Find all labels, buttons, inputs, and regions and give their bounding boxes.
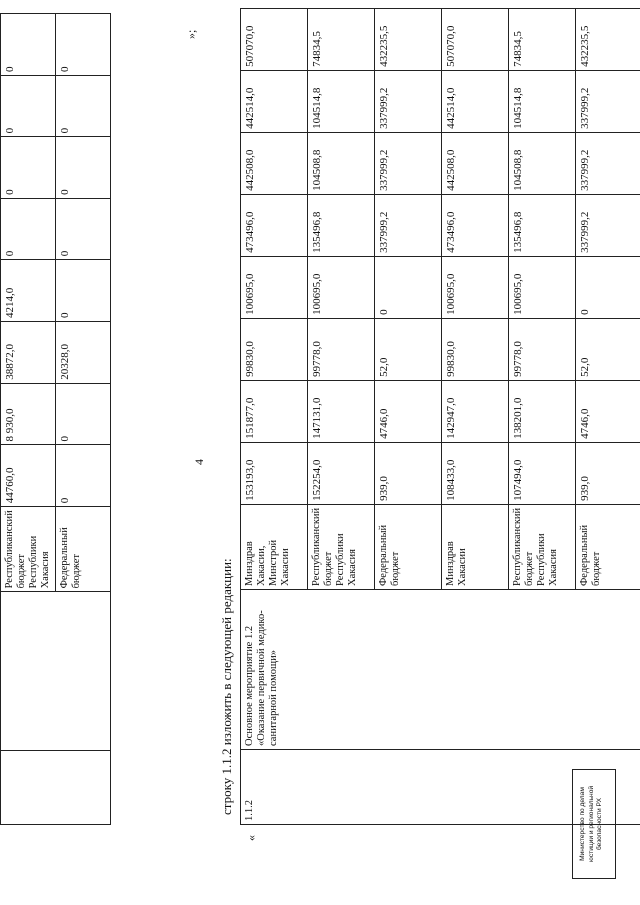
value-cell: 153193,0 xyxy=(241,442,308,504)
value-cell: 442508,0 xyxy=(442,132,509,194)
value-cell: 74834,5 xyxy=(509,8,576,70)
closing-quote: »; xyxy=(184,29,198,39)
value-cell: 337999,2 xyxy=(576,70,640,132)
funding-label: Республиканский бюджет Республики Хакасия xyxy=(509,504,576,589)
value-cell: 20328,0 xyxy=(56,322,111,384)
funding-label: Федеральный бюджет xyxy=(56,507,111,592)
value-cell: 432235,5 xyxy=(375,8,442,70)
funding-label: Федеральный бюджет xyxy=(375,504,442,589)
value-cell: 337999,2 xyxy=(576,194,640,256)
value-cell: 100695,0 xyxy=(442,256,509,318)
value-cell: 0 xyxy=(576,256,640,318)
stamp-line: Министерство по делам xyxy=(579,787,586,861)
value-cell: 0 xyxy=(1,75,56,136)
main-table xyxy=(240,8,640,825)
value-cell: 0 xyxy=(1,14,56,75)
value-cell: 44760,0 xyxy=(1,445,56,507)
value-cell: 473496,0 xyxy=(241,194,308,256)
value-cell: 104508,8 xyxy=(509,132,576,194)
measure-name: Основное мероприятие 1.2 «Оказание первичной медико-санитарной помощи» xyxy=(241,590,640,750)
table-row xyxy=(241,8,308,824)
value-cell: 108433,0 xyxy=(442,442,509,504)
value-cell: 100695,0 xyxy=(509,256,576,318)
value-cell: 151877,0 xyxy=(241,380,308,442)
value-cell: 473496,0 xyxy=(442,194,509,256)
value-cell: 99830,0 xyxy=(241,318,308,380)
funding-label: Федеральный бюджет xyxy=(576,504,640,589)
value-cell: 100695,0 xyxy=(241,256,308,318)
value-cell: 939,0 xyxy=(375,442,442,504)
value-cell: 52,0 xyxy=(576,318,640,380)
amendment-heading: строку 1.1.2 изложить в следующей редакции: xyxy=(219,558,234,815)
top-table xyxy=(0,0,111,825)
value-cell: 0 xyxy=(56,260,111,322)
value-cell: 0 xyxy=(375,256,442,318)
value-cell: 0 xyxy=(1,137,56,198)
value-cell: 142947,0 xyxy=(442,380,509,442)
funding-label: Республиканский бюджет Республики Хакасия xyxy=(1,507,56,592)
empty-cell xyxy=(1,750,111,824)
value-cell: 147131,0 xyxy=(308,380,375,442)
value-cell: 442508,0 xyxy=(241,132,308,194)
funding-label: Минздрав Хакасии, Минстрой Хакасии xyxy=(241,504,308,589)
value-cell: 337999,2 xyxy=(375,70,442,132)
value-cell: 442514,0 xyxy=(442,70,509,132)
page-number: 4 xyxy=(192,459,206,465)
value-cell: 0 xyxy=(56,14,111,75)
value-cell: 104514,8 xyxy=(308,70,375,132)
value-cell: 52,0 xyxy=(375,318,442,380)
value-cell: 138201,0 xyxy=(509,380,576,442)
ministry-stamp xyxy=(572,769,616,879)
value-cell: 442514,0 xyxy=(241,70,308,132)
value-cell: 135496,8 xyxy=(509,194,576,256)
value-cell: 107494,0 xyxy=(509,442,576,504)
table-row xyxy=(1,0,56,825)
value-cell: 99778,0 xyxy=(509,318,576,380)
funding-label: Минздрав Хакасии xyxy=(442,504,509,589)
value-cell: 100695,0 xyxy=(308,256,375,318)
value-cell: 135496,8 xyxy=(308,194,375,256)
empty-cell xyxy=(1,592,111,750)
value-cell: 104514,8 xyxy=(509,70,576,132)
value-cell: 432235,5 xyxy=(576,8,640,70)
opening-quote: « xyxy=(244,835,258,841)
value-cell: 0 xyxy=(56,383,111,445)
stamp-line: безопасности РХ xyxy=(596,798,603,851)
value-cell: 74834,5 xyxy=(308,8,375,70)
value-cell: 4746,0 xyxy=(576,380,640,442)
value-cell: 0 xyxy=(1,198,56,259)
value-cell: 0 xyxy=(56,137,111,198)
value-cell: 8 930,0 xyxy=(1,383,56,445)
stamp-line: юстиции и региональной xyxy=(587,785,595,863)
row-number: 1.1.2 xyxy=(241,750,640,825)
value-cell: 0 xyxy=(56,198,111,259)
value-cell: 507070,0 xyxy=(241,8,308,70)
value-cell: 38872,0 xyxy=(1,322,56,384)
value-cell: 337999,2 xyxy=(375,194,442,256)
value-cell: 939,0 xyxy=(576,442,640,504)
value-cell: 507070,0 xyxy=(442,8,509,70)
value-cell: 4746,0 xyxy=(375,380,442,442)
value-cell: 152254,0 xyxy=(308,442,375,504)
empty-cell xyxy=(1,0,111,14)
value-cell: 99830,0 xyxy=(442,318,509,380)
funding-label: Республиканский бюджет Республики Хакасия xyxy=(308,504,375,589)
value-cell: 4214,0 xyxy=(1,260,56,322)
value-cell: 0 xyxy=(56,445,111,507)
value-cell: 337999,2 xyxy=(375,132,442,194)
value-cell: 0 xyxy=(56,75,111,136)
value-cell: 104508,8 xyxy=(308,132,375,194)
value-cell: 99778,0 xyxy=(308,318,375,380)
value-cell: 337999,2 xyxy=(576,132,640,194)
